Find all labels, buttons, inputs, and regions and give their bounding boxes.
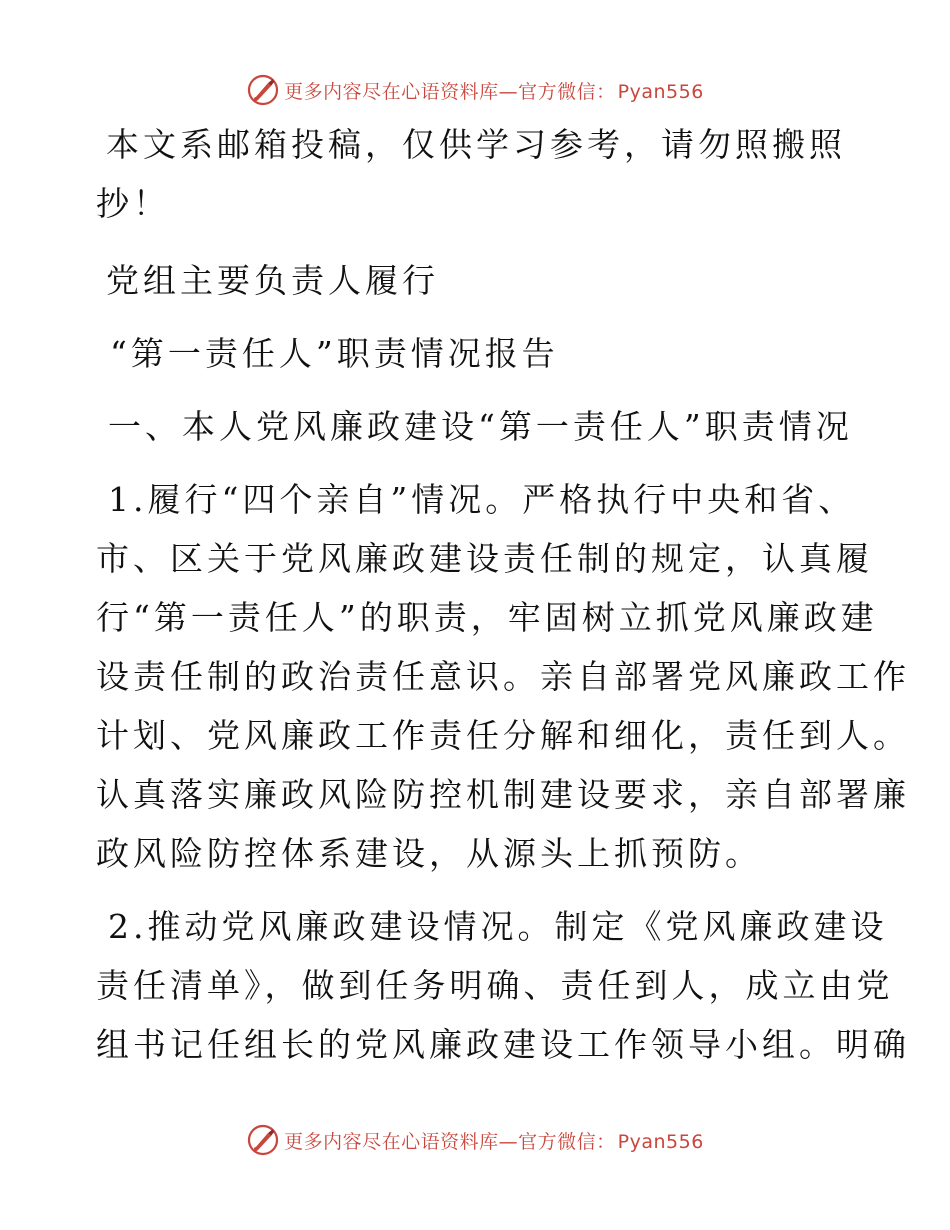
text-line: 组书记任组长的党风廉政建设工作领导小组。明确 (96, 1025, 910, 1064)
watermark-account: Pyan556 (617, 1130, 704, 1153)
document-body (96, 115, 910, 1074)
text-line: 党组主要负责人履行 (106, 261, 439, 300)
text-line: 抄！ (96, 184, 170, 223)
body-paragraph-2 (96, 897, 910, 1074)
text-line: 计划、党风廉政工作责任分解和细化，责任到人。 (96, 716, 910, 755)
text-line: 行“第一责任人”的职责，牢固树立抓党风廉政建 (96, 598, 878, 637)
section-heading (96, 397, 856, 456)
text-line: 责任清单》，做到任务明确、责任到人，成立由党 (96, 966, 894, 1005)
notice-paragraph (96, 115, 856, 233)
text-line: 本文系邮箱投稿，仅供学习参考，请勿照搬照 (106, 125, 846, 164)
text-line: 1.履行“四个亲自”情况。严格执行中央和省、 (108, 480, 856, 519)
quill-seal-icon (246, 73, 280, 107)
text-line: 政风险防控体系建设，从源头上抓预防。 (96, 834, 762, 873)
text-line: 一、本人党风廉政建设“第一责任人”职责情况 (108, 407, 853, 446)
text-line: 2.推动党风廉政建设情况。制定《党风廉政建设 (108, 907, 888, 946)
quill-seal-icon (246, 1123, 280, 1157)
text-line: “第一责任人”职责情况报告 (110, 334, 559, 373)
body-paragraph-1 (96, 470, 910, 883)
watermark-account: Pyan556 (617, 80, 704, 103)
text-line: 市、区关于党风廉政建设责任制的规定，认真履 (96, 539, 873, 578)
watermark-text: 更多内容尽在心语资料库—官方微信： Pyan556 (284, 1130, 704, 1153)
header-watermark (0, 70, 950, 110)
footer-watermark (0, 1120, 950, 1160)
watermark-text: 更多内容尽在心语资料库—官方微信： Pyan556 (284, 80, 704, 103)
text-line: 认真落实廉政风险防控机制建设要求，亲自部署廉 (96, 775, 910, 814)
text-line: 设责任制的政治责任意识。亲自部署党风廉政工作 (96, 657, 910, 696)
title-line-2 (96, 324, 856, 383)
title-line-1 (96, 251, 856, 310)
